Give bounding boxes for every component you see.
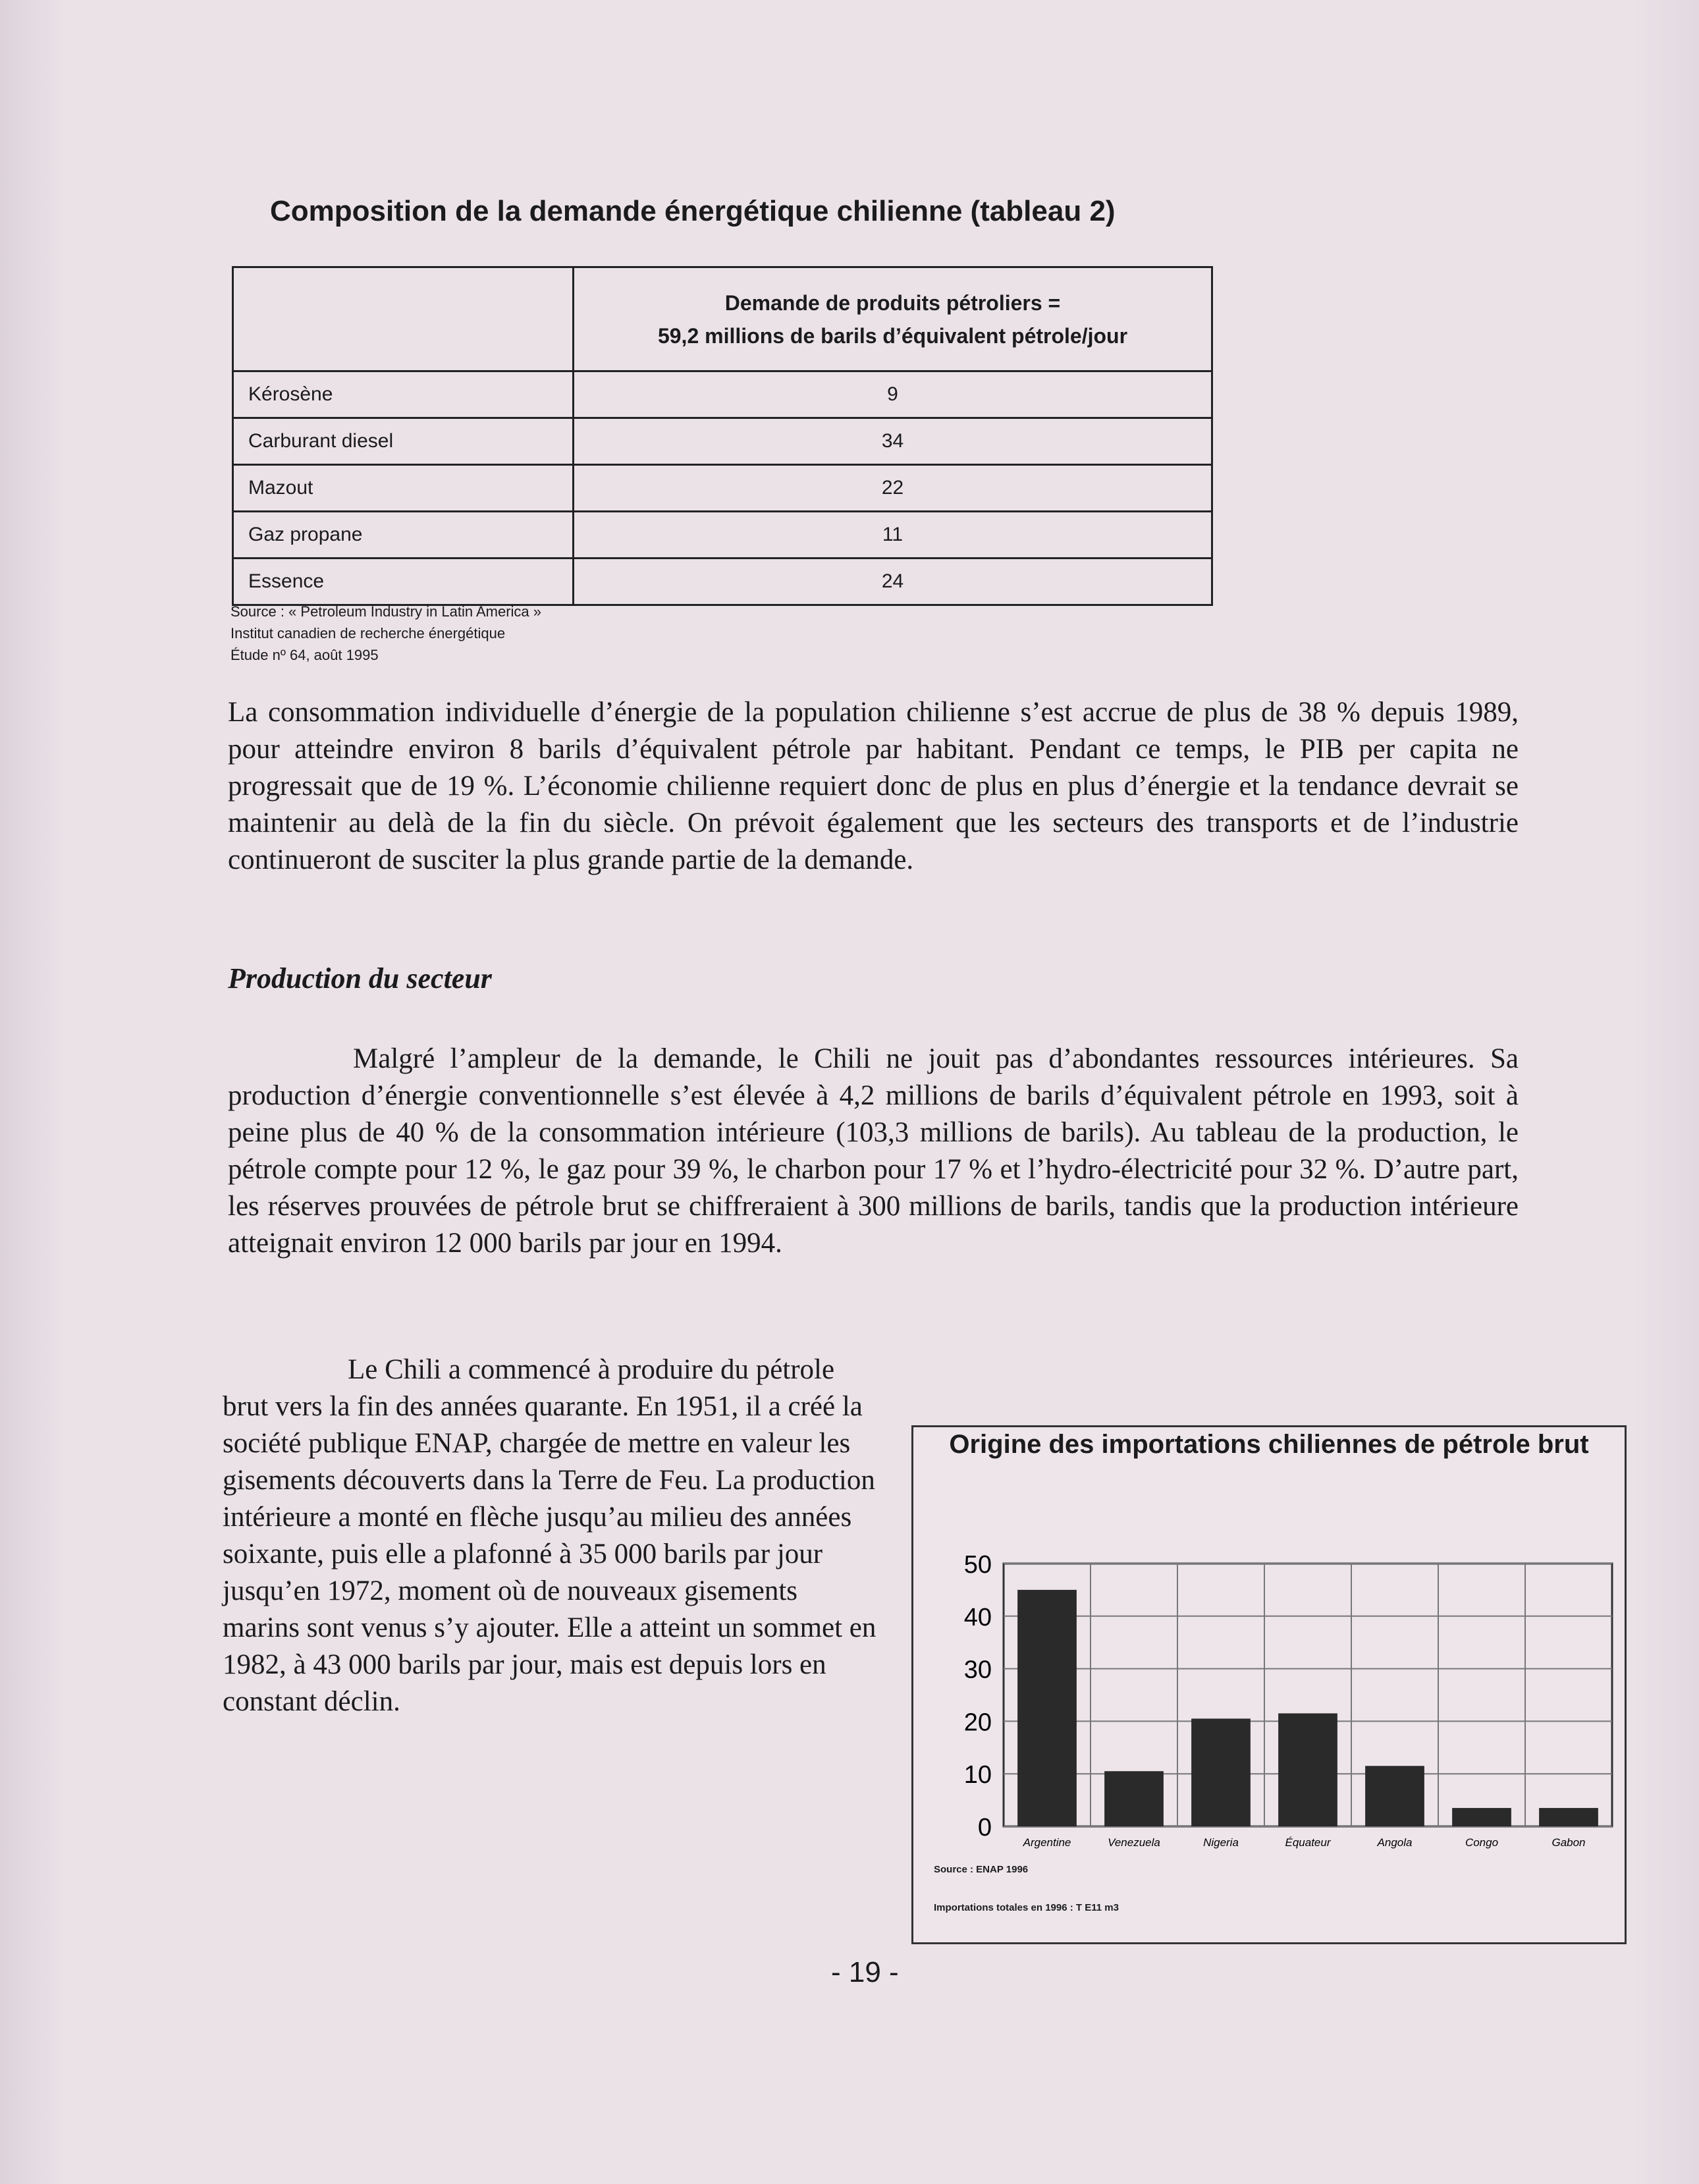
- row-value: 22: [574, 465, 1212, 512]
- y-tick-label: 50: [963, 1551, 992, 1579]
- row-label: Carburant diesel: [233, 418, 574, 465]
- table-header-blank: [233, 267, 574, 371]
- paragraph-history: Le Chili a commencé à produire du pétrole brut vers la fin des années quarante. En 1951, il a créé la société publique ENAP, chargée de mettre en valeur les gisements découverts dans la Terre de Feu. La production intérieure a monté en flèche jusqu’au milieu des années soixante, puis elle a plafonné à 35 000 barils par jour jusqu’en 1972, moment où de nouveaux gisements marins sont venus s’y ajouter. Elle a atteint un sommet en 1982, à 43 000 barils par jour, mais est depuis lors en constant déclin.: [223, 1354, 876, 1717]
- table-row: [233, 418, 1212, 465]
- y-tick-label: 20: [963, 1708, 992, 1737]
- row-label: Essence: [233, 559, 574, 605]
- bar-gabon: [1539, 1808, 1598, 1826]
- bar-équateur: [1278, 1713, 1337, 1826]
- chart-source-note: Source : ENAP 1996: [934, 1864, 1029, 1875]
- y-tick-label: 30: [963, 1656, 992, 1684]
- x-tick-label: Argentine: [1023, 1836, 1071, 1849]
- row-value: 24: [574, 559, 1212, 605]
- section-heading: Production du secteur: [228, 962, 492, 995]
- paragraph-consumption: La consommation individuelle d’énergie de la population chilienne s’est accrue de plus de 38 % depuis 1989, pour atteindre environ 8 barils d’équivalent pétrole par habitant. Pendant ce temps, le PIB per capita ne progressait que de 19 %. L’économie chilienne requiert donc de plus en plus d’énergie et la tendance devrait se maintenir au delà de la fin du siècle. On prévoit également que les secteurs des transports et de l’industrie continueront de susciter la plus grande partie de la demande.: [228, 697, 1519, 875]
- bar-venezuela: [1104, 1771, 1164, 1826]
- row-label: Gaz propane: [233, 512, 574, 559]
- page-number: - 19 -: [831, 1956, 899, 1988]
- bar-argentine: [1017, 1590, 1077, 1826]
- y-tick-label: 40: [963, 1603, 992, 1631]
- x-tick-label: Nigeria: [1203, 1836, 1239, 1849]
- table-header-line1: Demande de produits pétroliers =: [724, 290, 1061, 315]
- table-row: [233, 512, 1212, 559]
- source-line: Institut canadien de recherche énergétique: [230, 625, 506, 642]
- y-tick-label: 0: [977, 1814, 992, 1842]
- source-line: Étude nº 64, août 1995: [230, 647, 379, 663]
- table-header-demand: [574, 267, 1212, 371]
- y-tick-label: 10: [963, 1761, 992, 1789]
- chart-title: Origine des importations chiliennes de pétrole brut: [949, 1430, 1589, 1459]
- bar-angola: [1365, 1766, 1424, 1826]
- row-value: 9: [574, 371, 1212, 418]
- x-tick-label: Angola: [1377, 1836, 1413, 1849]
- paragraph-production: Malgré l’ampleur de la demande, le Chili ne jouit pas d’abondantes ressources intérieures. Sa production d’énergie conventionnelle s’est élevée à 4,2 millions de barils d’équivalent pétrole en 1993, soit à peine plus de 40 % de la consommation intérieure (103,3 millions de barils). Au tableau de la production, le pétrole compte pour 12 %, le gaz pour 39 %, le charbon pour 17 % et l’hydro-électricité pour 32 %. D’autre part, les réserves prouvées de pétrole brut se chiffreraient à 300 millions de barils, tandis que la production intérieure atteignait environ 12 000 barils par jour en 1994.: [228, 1043, 1519, 1259]
- bar-congo: [1452, 1808, 1511, 1826]
- x-tick-label: Équateur: [1285, 1836, 1331, 1849]
- x-tick-label: Congo: [1465, 1836, 1499, 1849]
- table-source: [230, 601, 541, 666]
- source-line: Source : « Petroleum Industry in Latin America »: [230, 603, 542, 620]
- table-title: Composition de la demande énergétique chilienne (tableau 2): [270, 195, 1116, 227]
- row-value: 34: [574, 418, 1212, 465]
- table-row: [233, 559, 1212, 605]
- x-tick-label: Venezuela: [1108, 1836, 1160, 1849]
- bar-nigeria: [1191, 1718, 1251, 1826]
- row-value: 11: [574, 512, 1212, 559]
- energy-demand-table: [232, 266, 1213, 606]
- x-tick-label: Gabon: [1551, 1836, 1586, 1849]
- table-row: [233, 465, 1212, 512]
- row-label: Mazout: [233, 465, 574, 512]
- table-header-row: [233, 267, 1212, 371]
- chart-import-note: Importations totales en 1996 : T E11 m3: [934, 1902, 1119, 1913]
- table-row: [233, 371, 1212, 418]
- table-header-line2: 59,2 millions de barils d’équivalent pétrole/jour: [657, 323, 1128, 348]
- row-label: Kérosène: [233, 371, 574, 418]
